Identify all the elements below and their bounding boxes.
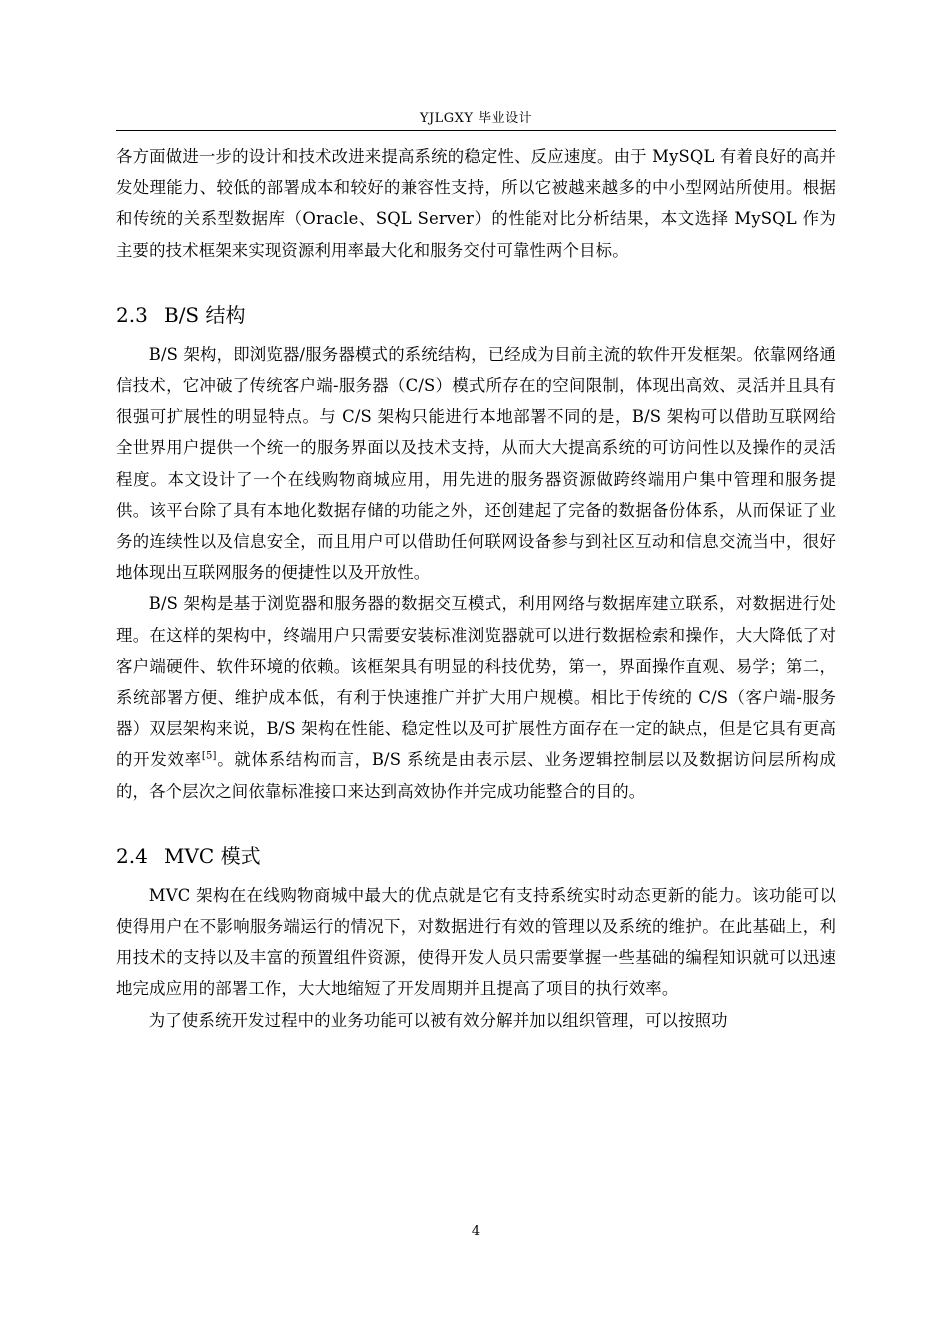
page-number: 4 (471, 1224, 481, 1239)
page-header: YJLGXY 毕业设计 (419, 111, 533, 126)
mvc-paragraph-1: MVC 架构在在线购物商城中最大的优点就是它有支持系统实时动态更新的能力。该功能可以使得用户在不影响服务端运行的情况下，对数据进行有效的管理以及系统的维护。在此基础上，利用技术的支持以及丰富的预置组件资源，使得开发人员只需要掌握一些基础的编程知识就可以迅速地完成应用的部署工作，大大地缩短了开发周期并且提高了项目的执行效率。 (116, 885, 836, 999)
section-title: B/S 结构 (164, 302, 246, 327)
mvc-paragraph-2: 为了使系统开发过程中的业务功能可以被有效分解并加以组织管理，可以按照功 (148, 1010, 728, 1030)
bs-paragraph-1: B/S 架构，即浏览器/服务器模式的系统结构，已经成为目前主流的软件开发框架。依靠网络通信技术，它冲破了传统客户端-服务器（C/S）模式所存在的空间限制，体现出高效、灵活并且具有很强可扩展性的明显特点。与 C/S 架构只能进行本地部署不同的是，B/S 架构可以借助互联网给全世界用户提供一个统一的服务界面以及技术支持，从而大大提高系统的可访问性以及操作的灵活程度。本文设计了一个在线购物商城应用，用先进的服务器资源做跨终端用户集中管理和服务提供。该平台除了具有本地化数据存储的功能之外，还创建起了完备的数据备份体系，从而保证了业务的连续性以及信息安全，而且用户可以借助任何联网设备参与到社区互动和信息交流当中，很好地体现出互联网服务的便捷性以及开放性。 (116, 344, 836, 583)
section-title: MVC 模式 (164, 843, 261, 868)
section-number: 2.4 (116, 843, 148, 868)
bs-paragraph-2-text: B/S 架构是基于浏览器和服务器的数据交互模式，利用网络与数据库建立联系，对数据进行处理。在这样的架构中，终端用户只需要安装标准浏览器就可以进行数据检索和操作，大大降低了对客户端硬件、软件环境的依赖。该框架具有明显的科技优势，第一，界面操作直观、易学；第二，系统部署方便、维护成本低，有利于快速推广并扩大用户规模。相比于传统的 C/S（客户端-服务器）双层架构来说，B/S 架构在性能、稳定性以及可扩展性方面存在一定的缺点，但是它具有更高的开发效率 (116, 594, 836, 770)
header-rule (116, 130, 836, 131)
bs-paragraph-2 (116, 588, 836, 806)
section-number: 2.3 (116, 302, 148, 327)
intro-paragraph: 各方面做进一步的设计和技术改进来提高系统的稳定性、反应速度。由于 MySQL 有着良好的高并发处理能力、较低的部署成本和较好的兼容性支持，所以它被越来越多的中小型网站所使用。根据和传统的关系型数据库（Oracle、SQL Server）的性能对比分析结果，本文选择 MySQL 作为主要的技术框架来实现资源利用率最大化和服务交付可靠性两个目标。 (116, 147, 836, 260)
citation-ref: [5] (201, 750, 217, 762)
document-body (116, 141, 836, 1036)
section-heading-2-3 (116, 300, 836, 331)
bs-paragraph-2-text-cont: 。就体系结构而言，B/S 系统是由表示层、业务逻辑控制层以及数据访问层所构成的，各个层次之间依靠标准接口来达到高效协作并完成功能整合的目的。 (116, 750, 836, 801)
section-heading-2-4 (116, 841, 836, 872)
